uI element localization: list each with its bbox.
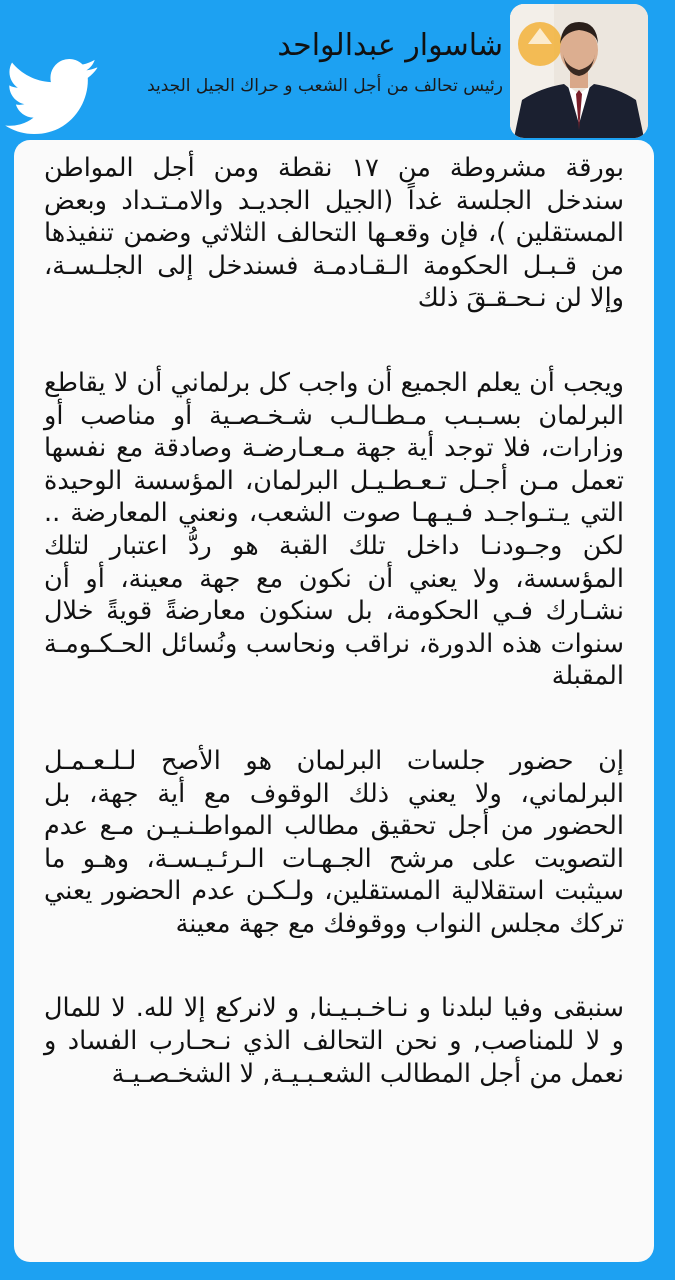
- profile-header: [0, 0, 675, 140]
- profile-name: شاسوار عبدالواحد: [277, 28, 503, 63]
- post-paragraph: إن حضور جلسات البرلمان هو الأصح لـلـعـمـل البرلماني، ولا يعني ذلك الوقوف مع أية جهة، بل الحضور من أجل تحقيق مطالب المواطـنـيـن مـع عدم التصويت على مرشح الجـهـات الـرئـيـسـة، وهـو ما سيثبت استقلالية المستقلين، ولـكـن عدم الحضور يعني تركك مجلس النواب ووقوفك مع جهة معينة: [44, 745, 624, 939]
- post-card: [14, 140, 654, 1262]
- avatar: [510, 4, 648, 138]
- profile-title: رئيس تحالف من أجل الشعب و حراك الجيل الجديد: [147, 76, 503, 96]
- post-paragraph: بورقة مشروطة من ١٧ نقطة ومن أجل المواطن سندخل الجلسة غداً (الجيل الجديـد والامـتـداد وبعض المستقلين )، فإن وقعـها التحالف الثلاثي وضمن تنفيذها من قـبـل الحكومة الـقـادمـة فسندخل إلى الجلـسـة، وإلا لن نـحـقـقَ ذلك: [44, 153, 624, 314]
- post-paragraph: سنبقى وفيا لبلدنا و نـاخـبـيـنا, و لانركع إلا لله. لا للمال و لا للمناصب, و نحن التحالف الذي نـحـارب الفساد و نعمل من أجل المطالب الشعـبـيـة, لا الشخـصـيـة: [44, 993, 624, 1089]
- twitter-bird-icon: [4, 58, 100, 136]
- post-paragraph: ويجب أن يعلم الجميع أن واجب كل برلماني أن لا يقاطع البرلمان بسـبـب مـطـالـب شـخـصـية أو مناصب أو وزارات، فلا توجد أية جهة مـعـارضـة وصادقة مع نفسها تعمل مـن أجـل تـعـطـيـل البرلمان، المؤسسة الوحيدة التي يـتـواجـد فـيـهـا صوت الشعب، ونعني المعارضة .. لكن وجـودنـا داخل تلك القبة هو ردُّ اعتبار لتلك المؤسسة، ولا يعني أن نكون مع جهة معينة، أو أن نشـارك فـي الحكومة، بل سنكون معارضةً قويةً خلال سنوات هذه الدورة، نراقب ونحاسب ونُسائل الحـكـومـة المقبلة: [44, 367, 624, 692]
